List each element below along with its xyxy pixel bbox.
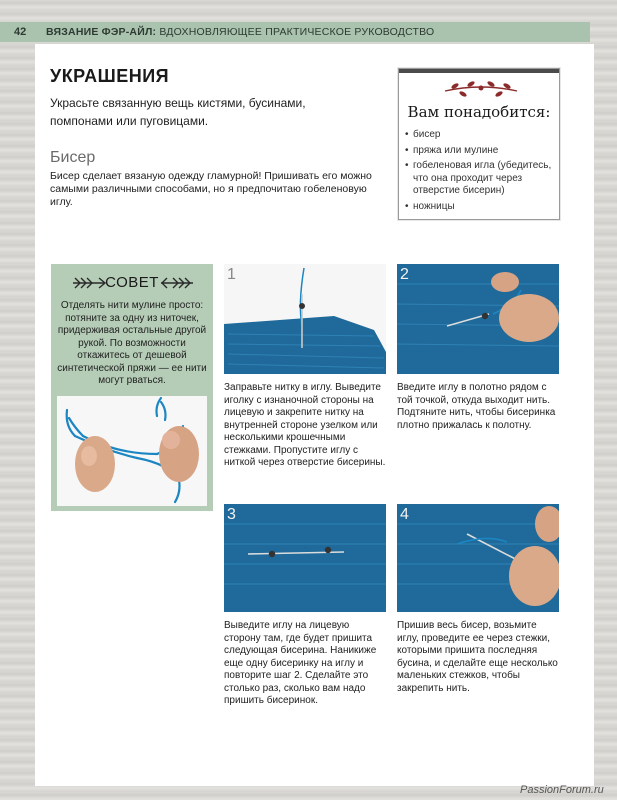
materials-box bbox=[398, 68, 560, 220]
materials-title: Вам понадобится: bbox=[407, 103, 551, 121]
step-photo-3 bbox=[224, 504, 386, 612]
tip-title: СОВЕТ bbox=[105, 274, 159, 291]
step-text-1: Заправьте нитку в иглу. Выведите иголку с изнаночной стороны на лицевую и закрепите нитку на внутренней стороне узелком или несколькими крошечными стежками. Пропустите иглу с ниткой через отверстие бисерины. bbox=[224, 382, 386, 468]
knit-swatch-illustration bbox=[397, 504, 559, 612]
branch-ornament-icon bbox=[441, 77, 521, 101]
thread-separation-illustration bbox=[57, 396, 207, 506]
subheading-beads: Бисер bbox=[50, 149, 96, 166]
step-number: 4 bbox=[400, 506, 409, 523]
tip-header bbox=[51, 272, 213, 294]
step-photo-4 bbox=[397, 504, 559, 612]
beads-body-text: Бисер сделает вязаную одежду гламурной! Пришивать его можно самыми различными способами, но я предпочитаю гобеленовую иглу. bbox=[50, 170, 372, 208]
watermark-text: PassionForum.ru bbox=[520, 784, 604, 796]
section-intro: Украсьте связанную вещь кистями, бусинами, помпонами или пуговицами. bbox=[50, 96, 306, 128]
materials-item: • гобеленовая игла (убедитесь, что она проходит через отверстие бисерин) bbox=[405, 160, 555, 198]
tip-box bbox=[51, 264, 213, 511]
step-text-2: Введите иглу в полотно рядом с той точкой, откуда выходит нить. Подтяните нить, чтобы бисеринка плотно прижалась к полотну. bbox=[397, 382, 556, 431]
tip-photo bbox=[57, 396, 207, 506]
section-title: УКРАШЕНИЯ bbox=[50, 66, 170, 86]
book-title: ВЯЗАНИЕ ФЭР-АЙЛ: bbox=[46, 26, 157, 38]
tip-text: Отделять нити мулине просто: потяните за одну из ниточек, придерживая остальные другой рукой. По возможности откажитесь от дешевой синтетической пряжи — ее нити могут рваться. bbox=[57, 300, 207, 386]
step-number: 3 bbox=[227, 506, 236, 523]
page-number: 42 bbox=[14, 26, 27, 38]
running-head bbox=[46, 26, 434, 38]
step-text-3: Выведите иглу на лицевую сторону там, где будет пришита следующая бисерина. Наникиже еще одну бисеринку на иглу и повторите шаг 2. Сделайте это столько раз, сколько вам надо пришить бисеринок. bbox=[224, 620, 377, 706]
step-photo-1 bbox=[224, 264, 386, 374]
step-text-4: Пришив весь бисер, возьмите иглу, проведите ее через стежки, которыми пришита последняя бусина, и сделайте еще несколько маленьких стежков, чтобы закрепить нить. bbox=[397, 620, 558, 694]
materials-item: • пряжа или мулине bbox=[405, 145, 555, 158]
knit-swatch-illustration bbox=[224, 264, 386, 374]
book-subtitle: ВДОХНОВЛЯЮЩЕЕ ПРАКТИЧЕСКОЕ РУКОВОДСТВО bbox=[156, 26, 435, 38]
step-photo-2 bbox=[397, 264, 559, 374]
materials-list bbox=[405, 129, 555, 216]
step-number: 2 bbox=[400, 266, 409, 283]
step-number: 1 bbox=[227, 266, 236, 283]
materials-item: • ножницы bbox=[405, 201, 555, 214]
knit-swatch-illustration bbox=[397, 264, 559, 374]
knit-swatch-illustration bbox=[224, 504, 386, 612]
arrow-chevrons-icon bbox=[159, 276, 195, 290]
materials-item: • бисер bbox=[405, 129, 555, 142]
